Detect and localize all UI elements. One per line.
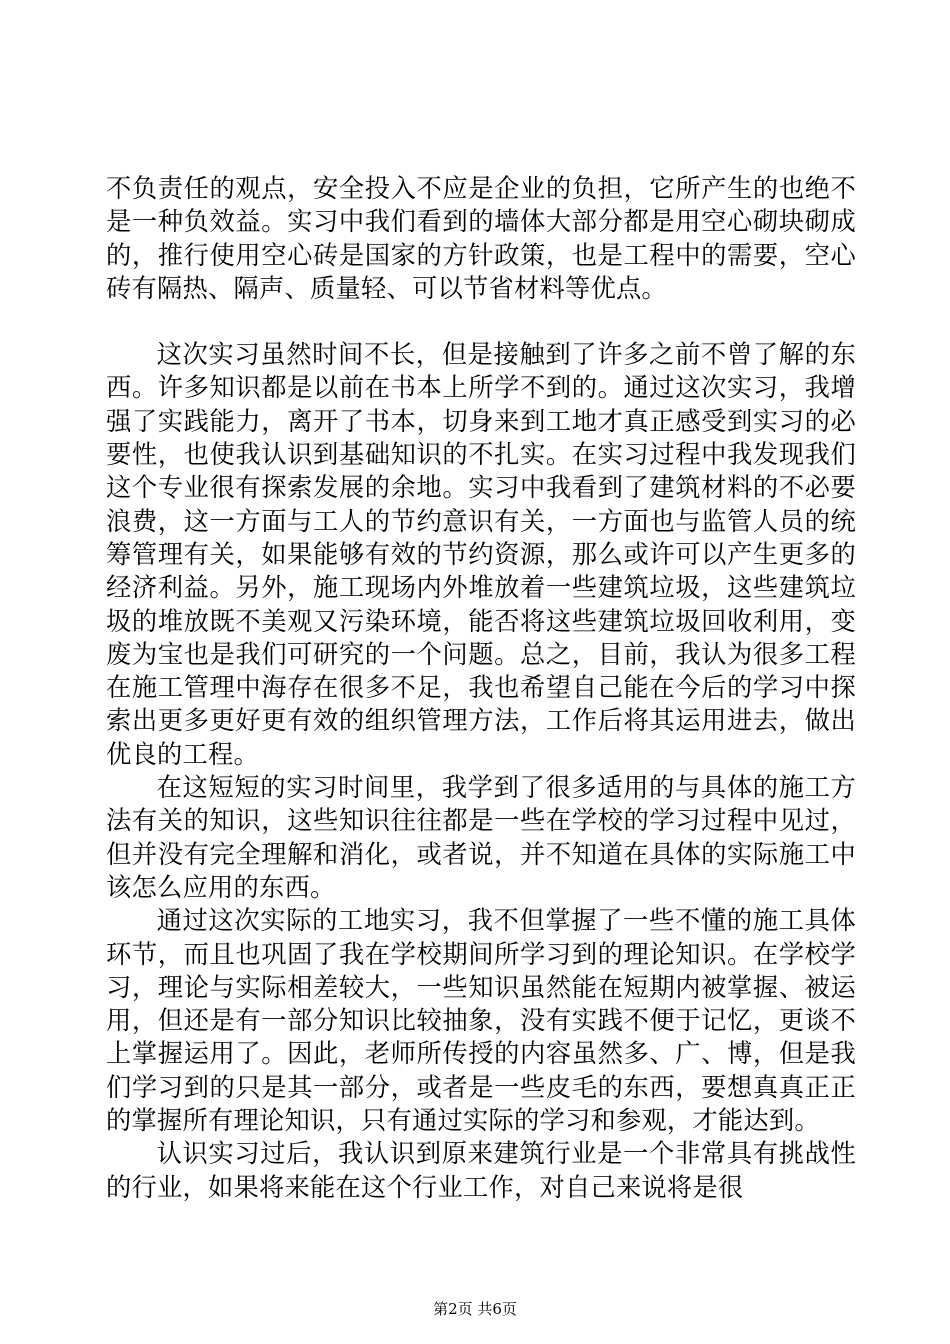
page-footer: 第2页 共6页 <box>433 1300 517 1318</box>
document-body <box>106 172 856 1204</box>
paragraph-4: 通过这次实际的工地实习，我不但掌握了一些不懂的施工具体环节，而且也巩固了我在学校期间所学习到的理论知识。在学校学习，理论与实际相差较大，一些知识虽然能在短期内被掌握、被运用，但还是有一部分知识比较抽象，没有实践不便于记忆，更谈不上掌握运用了。因此，老师所传授的内容虽然多、广、博，但是我们学习到的只是其一部分，或者是一些皮毛的东西，要想真真正正的掌握所有理论知识，只有通过实际的学习和参观，才能达到。 <box>106 906 856 1136</box>
paragraph-2: 这次实习虽然时间不长，但是接触到了许多之前不曾了解的东西。许多知识都是以前在书本上所学不到的。通过这次实习，我增强了实践能力，离开了书本，切身来到工地才真正感受到实习的必要性，也使我认识到基础知识的不扎实。在实习过程中我发现我们这个专业很有探索发展的余地。实习中我看到了建筑材料的不必要浪费，这一方面与工人的节约意识有关，一方面也与监管人员的统筹管理有关，如果能够有效的节约资源，那么或许可以产生更多的经济利益。另外，施工现场内外堆放着一些建筑垃圾，这些建筑垃圾的堆放既不美观又污染环境，能否将这些建筑垃圾回收利用，变废为宝也是我们可研究的一个问题。总之，目前，我认为很多工程在施工管理中海存在很多不足，我也希望自己能在今后的学习中探索出更多更好更有效的组织管理方法，工作后将其运用进去，做出优良的工程。 <box>106 340 856 769</box>
paragraph-3: 在这短短的实习时间里，我学到了很多适用的与具体的施工方法有关的知识，这些知识往往都是一些在学校的学习过程中见过，但并没有完全理解和消化，或者说，并不知道在具体的实际施工中该怎么应用的东西。 <box>106 773 856 902</box>
paragraph-5: 认识实习过后，我认识到原来建筑行业是一个非常具有挑战性的行业，如果将来能在这个行业工作，对自己来说将是很 <box>106 1139 856 1202</box>
paragraph-1: 不负责任的观点，安全投入不应是企业的负担，它所产生的也绝不是一种负效益。实习中我们看到的墙体大部分都是用空心砌块砌成的，推行使用空心砖是国家的方针政策，也是工程中的需要，空心砖有隔热、隔声、质量轻、可以节省材料等优点。 <box>106 174 856 303</box>
